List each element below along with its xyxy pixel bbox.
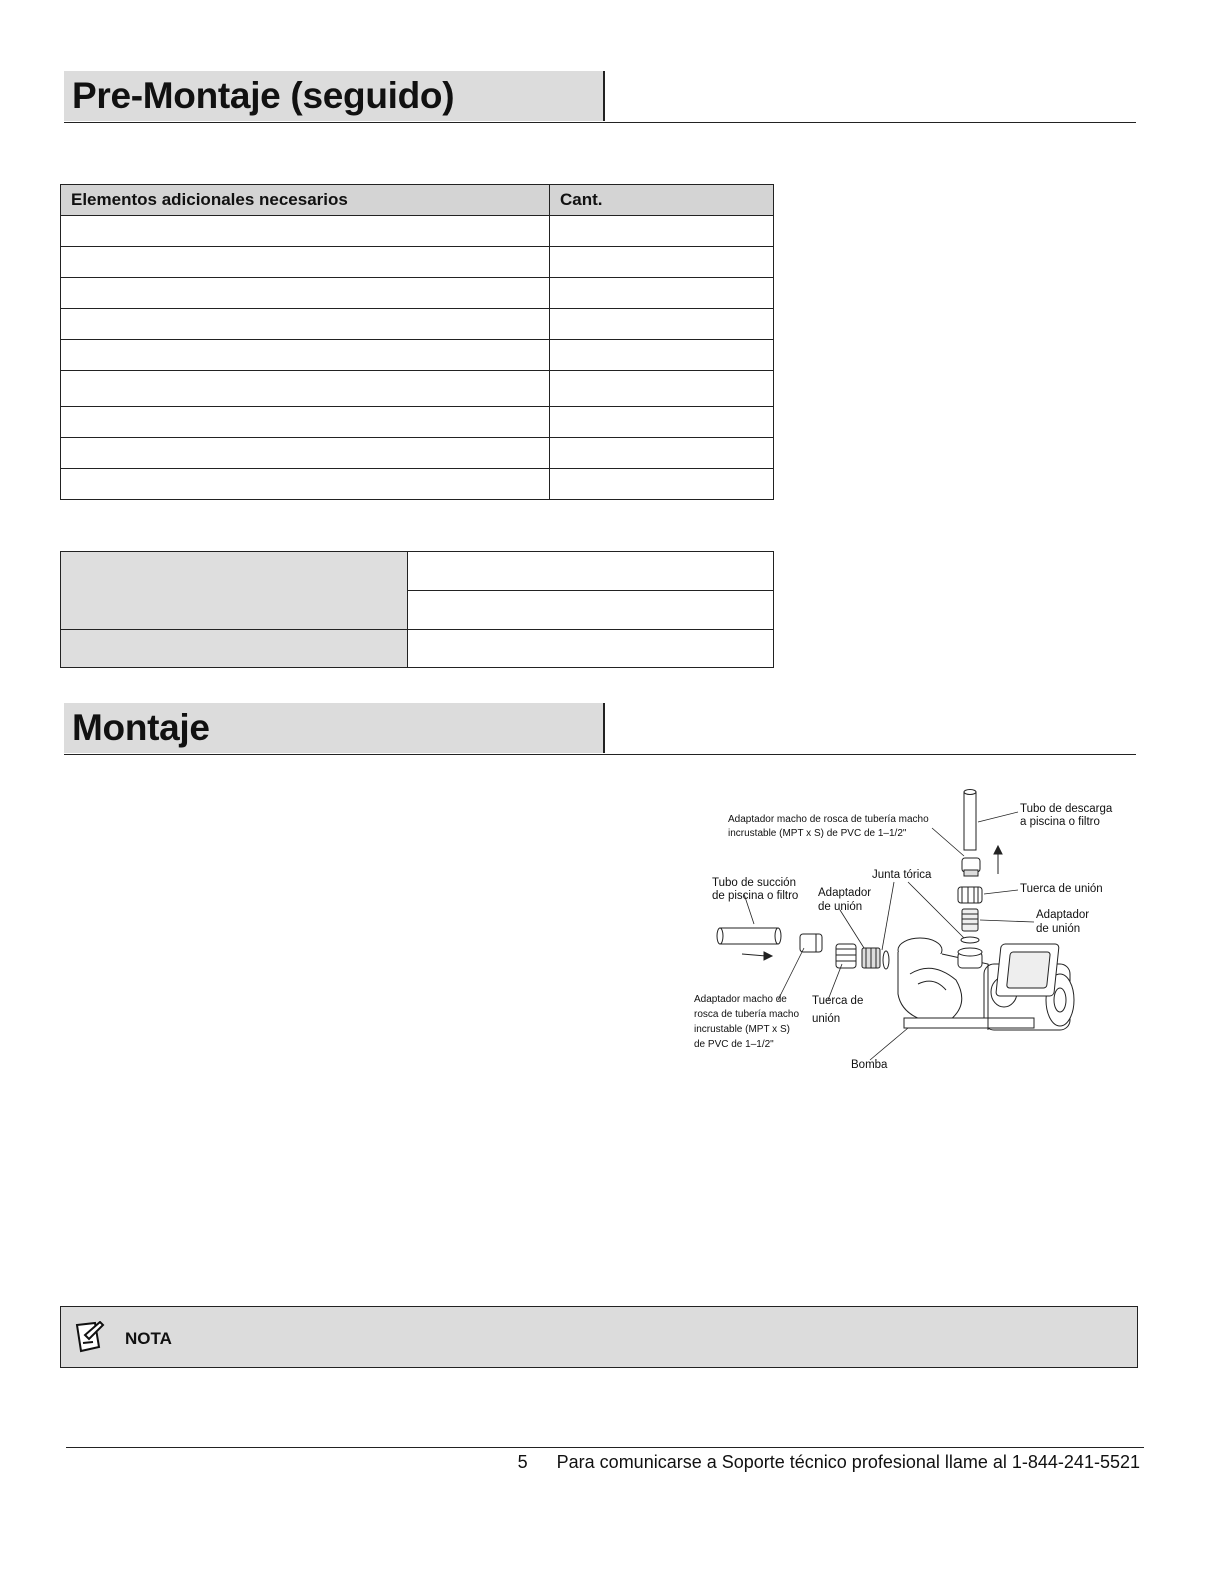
- support-contact-text: Para comunicarse a Soporte técnico profesional llame al 1-844-241-5521: [556, 1452, 1140, 1472]
- arrow-right-icon: [742, 952, 772, 960]
- item-cell: [61, 438, 550, 469]
- note-label: NOTA: [125, 1329, 172, 1348]
- note-pencil-icon: [73, 1321, 107, 1358]
- table-row: [61, 630, 774, 668]
- qty-cell: [550, 407, 774, 438]
- male-adapter-bottom-label: rosca de tubería macho: [694, 1009, 800, 1020]
- qty-cell: [550, 278, 774, 309]
- gray-cell: [61, 552, 408, 630]
- item-cell: [61, 216, 550, 247]
- value-cell: [408, 630, 774, 668]
- table-row: [61, 216, 774, 247]
- union-adapter-right-label: Adaptador: [1036, 909, 1090, 921]
- section-title: Pre-Montaje (seguido): [72, 75, 455, 116]
- pump-icon: [898, 938, 1074, 1030]
- union-adapter-top-icon: [962, 909, 978, 931]
- item-cell: [61, 247, 550, 278]
- table-row: [61, 309, 774, 340]
- qty-cell: [550, 438, 774, 469]
- male-adapter-bottom-label: incrustable (MPT x S): [694, 1024, 790, 1035]
- gray-cell: [61, 630, 408, 668]
- section-title: Montaje: [72, 707, 210, 748]
- section-header-box: [64, 703, 605, 753]
- male-adapter-bottom-label: de PVC de 1–1/2": [694, 1039, 774, 1050]
- item-cell: [61, 278, 550, 309]
- table-header-row: [61, 185, 774, 216]
- male-adapter-top-icon: [962, 858, 980, 876]
- pump-assembly-diagram: [688, 784, 1128, 1084]
- item-cell: [61, 340, 550, 371]
- section-header-pre-assembly: [64, 71, 1136, 123]
- additional-items-table: [60, 184, 774, 500]
- union-nut-left-icon: [836, 944, 856, 968]
- table-row: [61, 247, 774, 278]
- union-adapter-left-label: de unión: [818, 901, 863, 913]
- quantity-column-header: Cant.: [550, 185, 774, 216]
- discharge-pipe-icon: [964, 790, 976, 851]
- footer-divider: [66, 1447, 1144, 1448]
- section-header-box: [64, 71, 605, 121]
- qty-cell: [550, 309, 774, 340]
- table-row: [61, 278, 774, 309]
- table-row: [61, 407, 774, 438]
- union-adapter-left-icon: [862, 948, 880, 968]
- discharge-pipe-label: a piscina o filtro: [1020, 816, 1100, 828]
- table-row: [61, 438, 774, 469]
- union-nut-right-label: Tuerca de unión: [1020, 883, 1103, 895]
- table-row: [61, 340, 774, 371]
- secondary-table: [60, 551, 774, 668]
- discharge-pipe-label: Tubo de descarga: [1020, 803, 1113, 815]
- arrow-up-icon: [994, 846, 1002, 874]
- note-box: [60, 1306, 1138, 1368]
- section-header-assembly: [64, 703, 1136, 755]
- qty-cell: [550, 216, 774, 247]
- table-row: [61, 552, 774, 591]
- union-nut-left-label: unión: [812, 1013, 841, 1025]
- item-cell: [61, 309, 550, 340]
- o-ring-label: Junta tórica: [872, 869, 932, 881]
- union-nut-left-label: Tuerca de: [812, 995, 864, 1007]
- union-adapter-left-label: Adaptador: [818, 887, 872, 899]
- suction-pipe-icon: [717, 928, 781, 944]
- item-cell: [61, 407, 550, 438]
- item-cell: [61, 371, 550, 407]
- items-column-header: Elementos adicionales necesarios: [61, 185, 550, 216]
- value-cell: [408, 591, 774, 630]
- male-adapter-top-label: Adaptador macho de rosca de tubería macho: [728, 814, 929, 825]
- table-row: [61, 469, 774, 500]
- pump-label: Bomba: [851, 1059, 888, 1071]
- suction-pipe-label: de piscina o filtro: [712, 890, 799, 902]
- union-nut-top-icon: [958, 887, 982, 903]
- item-cell: [61, 469, 550, 500]
- page-number: 5: [517, 1452, 528, 1472]
- table-row: [61, 371, 774, 407]
- male-adapter-top-label: incrustable (MPT x S) de PVC de 1–1/2": [728, 828, 907, 839]
- page-footer: [518, 1452, 1140, 1473]
- qty-cell: [550, 371, 774, 407]
- suction-pipe-label: Tubo de succión: [712, 877, 796, 889]
- male-adapter-bottom-label: Adaptador macho de: [694, 994, 787, 1005]
- o-ring-left-icon: [883, 951, 889, 969]
- union-adapter-right-label: de unión: [1036, 923, 1081, 935]
- qty-cell: [550, 469, 774, 500]
- value-cell: [408, 552, 774, 591]
- qty-cell: [550, 340, 774, 371]
- qty-cell: [550, 247, 774, 278]
